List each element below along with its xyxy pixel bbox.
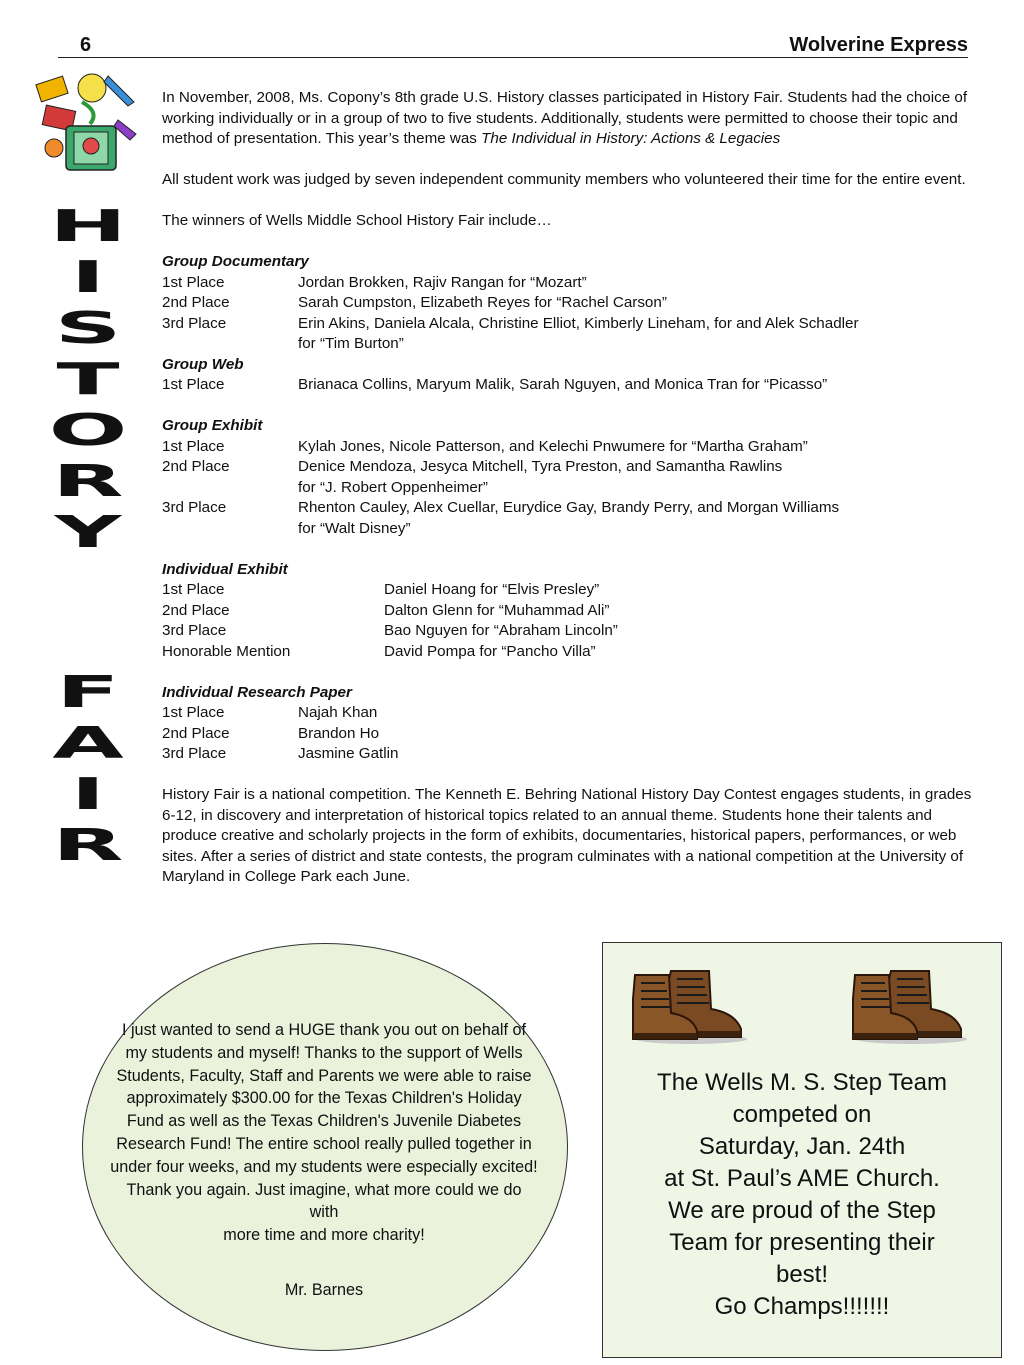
list-item: 1st Place Kylah Jones, Nicole Patterson, and Kelechi Pnwumere for “Martha Graham” <box>162 437 808 455</box>
thank-you-message: I just wanted to send a HUGE thank you out on behalf of my students and myself! Thanks to the support of Wells Students, Faculty, Staff and Parents we were able to raise approximately $300.00 for the Texas Children's Holiday Fund as well as the Texas Children's Juvenile Diabetes Research Fund! The entire school really pulled together in under four weeks, and my students were especially excited! Thank you again. Just imagine, what more could we do with more time and more charity! <box>110 1021 538 1245</box>
step-team-box <box>602 942 1002 1358</box>
list-item: 2nd Place Brandon Ho <box>162 724 380 742</box>
page-header <box>58 32 968 58</box>
list-item: Honorable Mention David Pompa for “Pancho Villa” <box>162 642 596 660</box>
category-title: Group Documentary <box>162 253 309 270</box>
list-item: 3rd Place Jasmine Gatlin <box>162 745 399 762</box>
history-vertical-title: H I S T O R Y <box>48 201 128 558</box>
fair-vertical-title: F A I R <box>52 667 124 871</box>
theme-text: The Individual in History: Actions & Legacies <box>481 130 781 147</box>
publication-name: Wolverine Express <box>789 34 968 56</box>
article-body <box>162 88 977 888</box>
list-item: 2nd Place Sarah Cumpston, Elizabeth Reyes for “Rachel Carson” <box>162 294 667 311</box>
winners-intro: The winners of Wells Middle School History Fair include… <box>162 212 552 229</box>
list-item: 2nd Place Denice Mendoza, Jesyca Mitchell, Tyra Preston, and Samantha Rawlins <box>162 458 783 475</box>
list-item-continuation: for “Tim Burton” <box>298 335 404 352</box>
list-item: 1st Place Najah Khan <box>162 704 378 721</box>
list-item: 3rd Place Bao Nguyen for “Abraham Lincoln” <box>162 622 618 639</box>
category-title: Group Exhibit <box>162 417 263 434</box>
category-title: Individual Research Paper <box>162 683 352 701</box>
thank-you-signature: Mr. Barnes <box>284 1281 364 1299</box>
step-team-announcement: The Wells M. S. Step Team competed on Saturday, Jan. 24th at St. Paul’s AME Church. We are proud of the Step Team for presenting their best! Go Champs!!!!!!! <box>657 1069 947 1320</box>
boots-icon <box>851 965 969 1045</box>
list-item: 3rd Place Rhenton Cauley, Alex Cuellar, Eurydice Gay, Brandy Perry, and Morgan Williams <box>162 499 840 516</box>
closing-paragraph: History Fair is a national competition. The Kenneth E. Behring National History Day Contest engages students, in grades 6-12, in discovery and interpretation of historical topics related to an annual theme. Students hone their talents and produce creative and scholarly projects in the form of exhibits, documentaries, historical papers, performances, or web sites. After a series of district and state contests, the program culminates with a national competition at the University of Maryland in College Park each June. <box>162 786 972 885</box>
school-clipart-icon <box>30 62 140 174</box>
page-number: 6 <box>80 34 92 56</box>
list-item-continuation: for “J. Robert Oppenheimer” <box>298 478 488 496</box>
list-item: 1st Place Jordan Brokken, Rajiv Rangan for “Mozart” <box>162 273 587 291</box>
list-item: 2nd Place Dalton Glenn for “Muhammad Ali” <box>162 601 610 619</box>
list-item: 1st Place Brianaca Collins, Maryum Malik, Sarah Nguyen, and Monica Tran for “Picasso” <box>162 376 828 393</box>
list-item-continuation: for “Walt Disney” <box>298 519 411 537</box>
category-title: Individual Exhibit <box>162 560 288 578</box>
list-item: 1st Place Daniel Hoang for “Elvis Presley” <box>162 581 600 598</box>
boots-icon <box>631 965 749 1045</box>
list-item: 3rd Place Erin Akins, Daniela Alcala, Christine Elliot, Kimberly Lineham, for and Alek Schadler <box>162 314 859 332</box>
judging-paragraph: All student work was judged by seven independent community members who volunteered their time for the entire event. <box>162 171 966 188</box>
category-title: Group Web <box>162 355 244 373</box>
intro-paragraph: In November, 2008, Ms. Copony’s 8th grade U.S. History classes participated in History Fair. Students had the choice of working individually or in a group of two to five students. Additionally, students were permitted to choose their topic and method of presentation. This year’s theme was The Individual in History: Actions & Legacies <box>162 89 968 147</box>
